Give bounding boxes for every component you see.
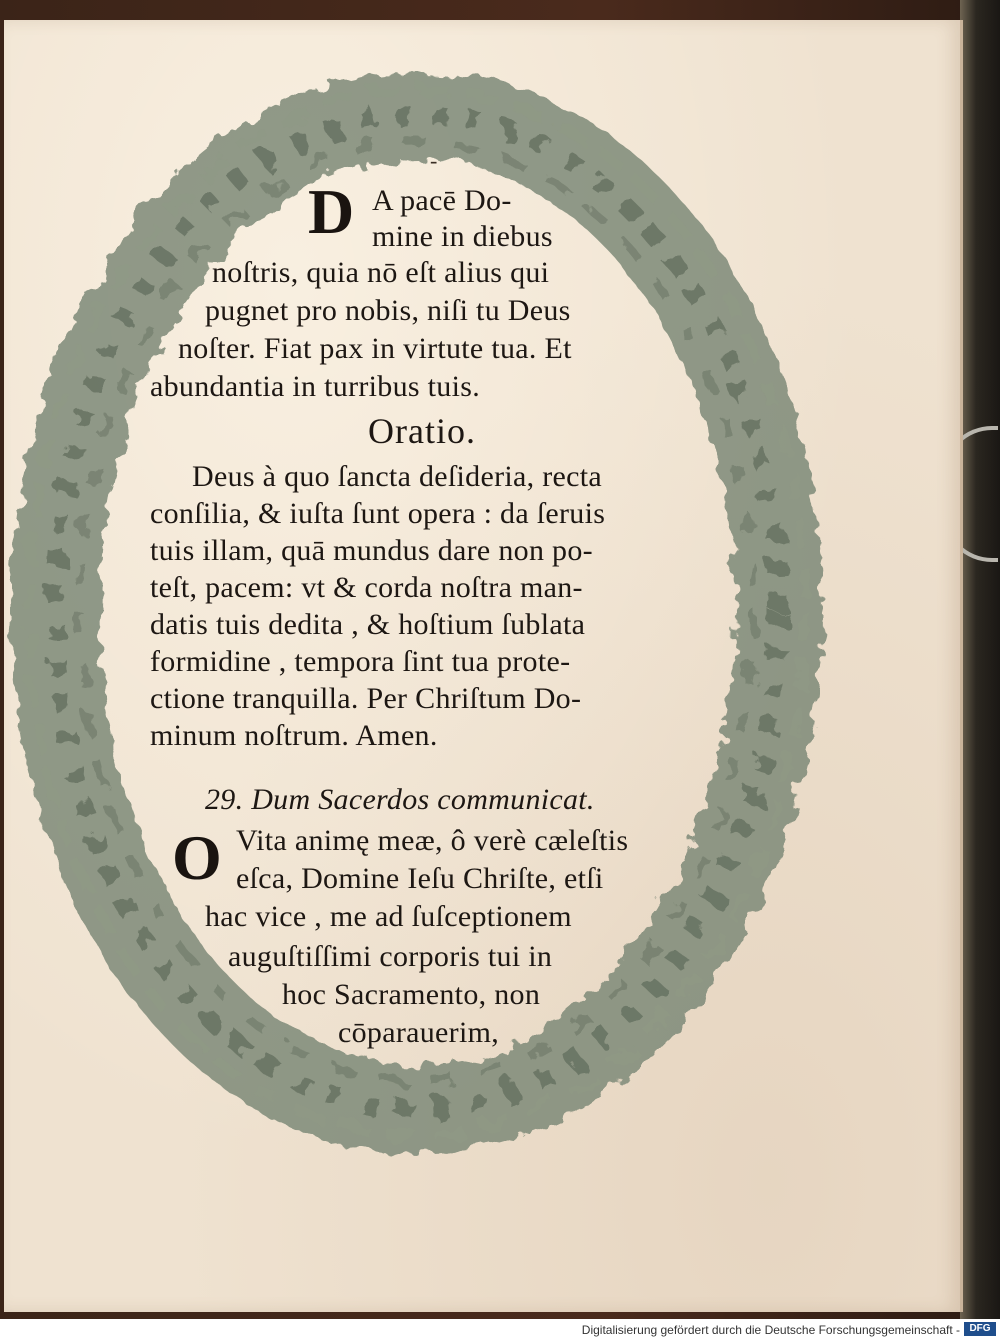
dropcap-o: O: [172, 822, 222, 893]
text-line: auguſtiſſimi corporis tui in: [228, 940, 553, 973]
text-line: hoc Sacramento, non: [282, 978, 541, 1011]
text-line: formidine , tempora ſint tua prote-: [150, 645, 571, 678]
dropcap-d: D: [308, 176, 355, 247]
text-line: noſter. Fiat pax in virtute tua. Et: [178, 332, 572, 365]
heading-oratio: Oratio.: [368, 411, 476, 451]
text-line: noſtris, quia nō eſt alius qui: [212, 256, 550, 289]
text-line: pugnet pro nobis, niſi tu Deus: [205, 294, 571, 327]
text-line: minum noſtrum. Amen.: [150, 719, 438, 752]
text-line: Deus à quo ſancta deſideria, recta: [192, 460, 602, 493]
heading-29: 29. Dum Sacerdos communicat.: [205, 783, 595, 816]
text-line: teſt, pacem: vt & corda noſtra man-: [150, 571, 583, 604]
text-line: ctione tranquilla. Per Chriſtum Do-: [150, 682, 582, 715]
text-line: A pacē Do-: [372, 184, 512, 217]
text-line: conſilia, & iuſta ſunt opera : da ſeruis: [150, 497, 606, 530]
text-line: hac vice , me ad ſuſceptionem: [205, 900, 572, 933]
text-line: tuis illam, quā mundus dare non po-: [150, 534, 593, 567]
dfg-logo[interactable]: DFG: [964, 1322, 996, 1336]
text-line: cōparauerim,: [338, 1016, 500, 1049]
footer-credit: Digitalisierung gefördert durch die Deutsche Forschungsgemeinschaft -: [581, 1323, 960, 1337]
top-mark: -: [430, 148, 438, 173]
text-line: eſca, Domine Ieſu Chriſte, etſi: [236, 862, 604, 895]
text-line: mine in diebus: [372, 220, 553, 253]
text-line: Vita animę meæ, ô verè cæleſtis: [236, 824, 629, 857]
text-line: datis tuis dedita , & hoſtium ſublata: [150, 608, 586, 641]
footer-bar: [0, 1319, 1000, 1341]
text-line: abundantia in turribus tuis.: [150, 370, 481, 403]
